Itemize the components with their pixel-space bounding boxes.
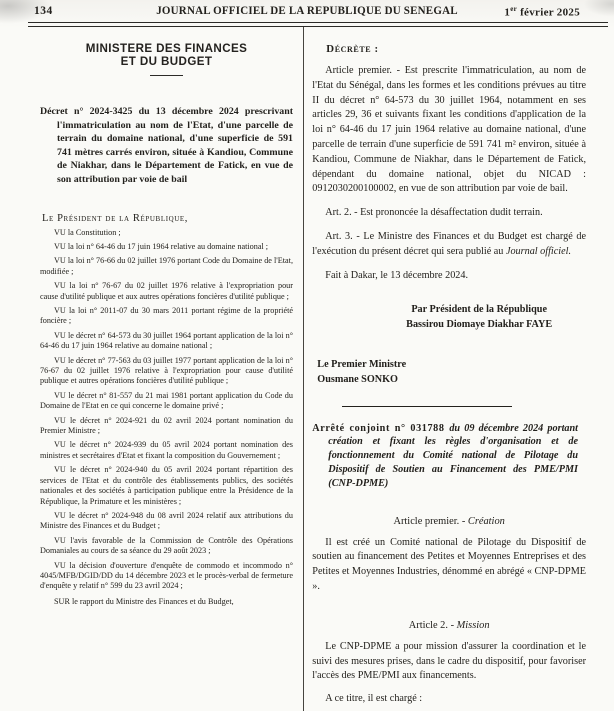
visa-paragraph: VU la décision d'ouverture d'enquête de commodo et incommodo n° 4045/MFB/DGID/DD du 14 décembre 2023 et le procès-verbal de fermeture d'enquête y relatif n° 599 du 23 avril 2024 ; bbox=[40, 560, 293, 591]
article-premier-heading bbox=[312, 516, 586, 527]
visa-paragraph: VU le décret n° 2024-948 du 08 avril 2024 relatif aux attributions du Ministre des Finances et du Budget ; bbox=[40, 510, 293, 531]
visa-paragraph: VU la Constitution ; bbox=[54, 227, 121, 237]
visa-paragraph: VU le décret n° 2024-940 du 05 avril 2024 portant répartition des services de l'Etat et du contrôle des établissements publics, des sociétés nationales et des sociétés à participation publique entre la Présidence de la République, la Primature et les ministères ; bbox=[40, 465, 293, 506]
prime-minister-signature-block bbox=[317, 357, 586, 387]
decrete-label: Décrète : bbox=[326, 43, 379, 55]
visa-paragraph: VU le décret n° 2024-939 du 05 avril 2024 portant nomination des ministres et secrétaires d'Etat et fixant la composition du Gouvernement ; bbox=[40, 440, 293, 460]
visa-paragraph: VU le décret n° 81-557 du 21 mai 1981 portant application du Code du Domaine de l'Etat en ce qui concerne le domaine privé ; bbox=[40, 390, 293, 411]
article-2-paragraph: Art. 2. - Est prononcée la désaffectation dudit terrain. bbox=[325, 207, 543, 219]
visa-paragraph: VU la loi n° 64-46 du 17 juin 1964 relative au domaine national ; bbox=[54, 241, 269, 251]
ministry-heading-line2: ET DU BUDGET bbox=[120, 55, 213, 68]
page-header bbox=[0, 1, 614, 22]
decree-title: Décret n° 2024-3425 du 13 décembre 2024 prescrivant l'immatriculation au nom de l'Etat, d'une parcelle de terrain du domaine national, d'une superficie de 591 741 mètres carrés environ, située à Kandiou, Commune de Niakhar, dans le Département de Fatick, en vue de son attribution par voie de bail bbox=[40, 106, 293, 185]
ministry-heading-line1: MINISTERE DES FINANCES bbox=[85, 42, 248, 55]
issue-date-day: 1 bbox=[504, 6, 511, 19]
president-line: Le Président de la République, bbox=[42, 212, 189, 224]
mission-paragraph: Le CNP-DPME a pour mission d'assurer la coordination et le suivi des mesures prises, dans le cadre du dispositif, pour favoriser l'accès des PME/PMI aux financements. bbox=[312, 640, 586, 682]
article-2-heading bbox=[312, 620, 586, 631]
page-number: 134 bbox=[34, 5, 53, 17]
article-2-heading-topic: Mission bbox=[456, 619, 490, 631]
sur-rapport-line: SUR le rapport du Ministre des Finances et du Budget, bbox=[54, 596, 234, 606]
issue-date bbox=[504, 5, 580, 19]
article-2-heading-label: Article 2. - bbox=[408, 619, 457, 631]
article-premier-heading-topic: Création bbox=[467, 515, 505, 527]
visa-paragraph: VU le décret n° 2024-921 du 02 avril 2024 portant nomination du Premier Ministre ; bbox=[40, 415, 293, 436]
article-3-paragraph bbox=[312, 230, 586, 260]
two-column-body bbox=[0, 27, 614, 711]
arrete-number-text: Arrêté conjoint n° 031788 bbox=[312, 422, 450, 434]
visa-paragraph: VU le décret n° 77-563 du 03 juillet 1977 portant application de la loi n° 76-67 du 02 juillet 1976 relative à l'expropriation pour cause d'utilité publique et autres opérations foncières d'utilité publique ; bbox=[40, 355, 293, 386]
fait-a-dakar-line: Fait à Dakar, le 13 décembre 2024. bbox=[325, 269, 469, 281]
journal-officiel-italic: Journal officiel. bbox=[505, 245, 572, 257]
ministry-heading-rule bbox=[150, 75, 183, 76]
right-column bbox=[304, 27, 614, 711]
left-column bbox=[0, 27, 303, 711]
article-3-text: Art. 3. - Le Ministre des Finances et du Budget est chargé de l'exécution du présent décret qui sera publié au bbox=[312, 230, 586, 257]
ministry-heading bbox=[40, 42, 293, 68]
journal-title: JOURNAL OFFICIEL DE LA REPUBLIQUE DU SENEGAL bbox=[156, 4, 458, 18]
president-signature-block bbox=[372, 302, 586, 332]
president-signature-name: Bassirou Diomaye Diakhar FAYE bbox=[406, 318, 553, 330]
president-signature-title: Par Président de la République bbox=[411, 303, 547, 315]
creation-paragraph: Il est créé un Comité national de Pilotage du Dispositif de soutien au financement des Petites et Moyennes Entreprises et des Petites et Moyennes Industries, dénommé en abrégé « CNP-DPME ». bbox=[312, 536, 586, 592]
issue-date-rest: février 2025 bbox=[517, 6, 580, 19]
section-separator-rule bbox=[342, 406, 512, 407]
issue-date-ordinal: er bbox=[510, 5, 518, 13]
visa-paragraph: VU l'avis favorable de la Commission de Contrôle des Opérations Domaniales au cours de sa séance du 29 août 2023 ; bbox=[40, 535, 293, 556]
prime-minister-name: Ousmane SONKO bbox=[317, 373, 398, 385]
arrete-subject-text: du 09 décembre 2024 portant création et fixant les règles d'organisation et de fonctionnement du Comité national de Pilotage du Dispositif de Soutien au Financement des PME/PMI (CNP-DPME) bbox=[328, 422, 578, 489]
visa-paragraph: VU la loi n° 76-66 du 02 juillet 1976 portant Code du Domaine de l'Etat, modifiée ; bbox=[40, 256, 293, 276]
article-premier-heading-label: Article premier. - bbox=[393, 515, 468, 527]
a-ce-titre-line: A ce titre, il est chargé : bbox=[325, 693, 423, 705]
visa-paragraph: VU la loi n° 76-67 du 02 juillet 1976 relative à l'expropriation pour cause d'utilité publique et aux autres opérations foncières d'utilité publique ; bbox=[40, 281, 293, 301]
article-premier-paragraph: Article premier. - Est prescrite l'immatriculation, au nom de l'Etat du Sénégal, dans les formes et les conditions prévues au titre II du décret n° 64-573 du 30 juillet 1964, notamment en ses articles 29, 36 et suivants fixant les conditions d'application de la loi n° 64-46 du 17 juin 1964 relative au domaine national, d'une parcelle de terrain d'une superficie de 591 741 m² environ, située à Kandiou, Commune de Niakhar, dans le Département de Fatick, dépendant du domaine national, objet du NICAD : 0912030200100002, en vue de son attribution par voie de bail. bbox=[312, 65, 586, 195]
prime-minister-title: Le Premier Ministre bbox=[317, 358, 407, 370]
arrete-conjoint-title bbox=[312, 422, 578, 491]
visa-paragraph: VU la loi n° 2011-07 du 30 mars 2011 portant régime de la propriété foncière ; bbox=[40, 306, 293, 326]
visa-paragraph: VU le décret n° 64-573 du 30 juillet 1964 portant application de la loi n° 64-46 du 17 juin 1964 relative au domaine national ; bbox=[40, 330, 293, 351]
